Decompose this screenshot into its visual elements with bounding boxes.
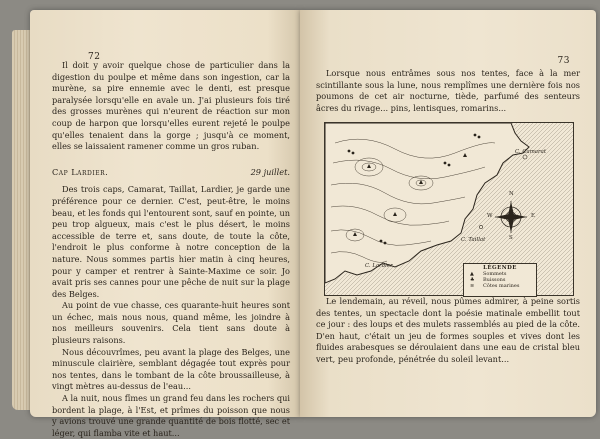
coastline-map bbox=[324, 122, 574, 296]
legend-item bbox=[470, 283, 536, 289]
summit-symbol-icon: ▲ bbox=[470, 271, 474, 277]
legend-label: Côtes marines bbox=[483, 283, 520, 289]
compass-west: W bbox=[487, 213, 493, 219]
page-edges bbox=[12, 30, 32, 410]
compass-north: N bbox=[509, 191, 514, 197]
page-number-right: 73 bbox=[557, 56, 570, 66]
label-lardier: C. Lardier bbox=[365, 263, 393, 269]
right-paragraph-2: Le lendemain, au réveil, nous pûmes admirer, à peine sortis des tentes, un spectacle dont la poésie matinale embellit tout ce jour : des loups et des mulets rassemblés au pied de la côte. D'en haut, c'était un jeu de formes souples et vives dont les fluides arabesques se déroulaient dans une eau de cristal bleu vert, peu profonde, pénétrée du soleil levant... bbox=[316, 296, 580, 364]
label-taillat: C. Taillat bbox=[461, 237, 486, 243]
right-paragraph-1-wrap bbox=[316, 68, 580, 114]
right-paragraph-1: Lorsque nous entrâmes sous nos tentes, face à la mer scintillante sous la lune, nous remplîmes une dernière fois nos poumons de cet air nocturne, tiède, parfumé des senteurs âcres du rivage... pins, lentisques, romarins... bbox=[316, 68, 580, 113]
legend-label: Sommets bbox=[483, 271, 507, 277]
right-page bbox=[300, 10, 596, 417]
left-paragraph-4: Nous découvrîmes, peu avant la plage des Belges, une minuscule clairière, semblant dégagée tout exprès pour nos tentes, dans le tombant de la côte broussailleuse, à vingt mètres au-dessus de l'eau... bbox=[52, 346, 290, 392]
left-paragraph-1: Il doit y avoir quelque chose de particulier dans la digestion du poulpe et même dans son ingestion, car la murène, sa pire ennemie avec le denti, est presque paralysée lorsqu'elle en avale un. J'ai plusieurs fois tiré des grosses murènes qui n'eurent de réaction sur mon coup de harpon que lorsqu'elles eurent rejeté le poulpe qu'elles tenaient dans la gorge ; jusqu'à ce moment, elles se laissaient ramener comme un gros ruban. bbox=[52, 60, 290, 152]
section-date: 29 juillet. bbox=[250, 166, 290, 177]
left-paragraph-3: Au point de vue chasse, ces quarante-huit heures sont un échec, mais nous nous, quand même, les joindre à nos meilleurs souvenirs. Cela tient sans doute à plusieurs raisons. bbox=[52, 300, 290, 346]
page-number-left: 72 bbox=[88, 52, 101, 62]
legend-label: Buissons bbox=[483, 277, 506, 283]
coast-symbol-icon: ≋ bbox=[470, 283, 475, 289]
legend-title: LÉGENDE bbox=[483, 265, 517, 271]
right-paragraph-2-wrap bbox=[316, 296, 580, 366]
section-heading bbox=[52, 167, 290, 179]
label-camarat: C. Camarat bbox=[515, 149, 546, 155]
left-page-text bbox=[52, 60, 290, 439]
compass-south: S bbox=[509, 235, 513, 241]
section-place: Cap Lardier. bbox=[52, 166, 109, 177]
bush-symbol-icon: ♣ bbox=[470, 277, 475, 283]
left-page bbox=[30, 10, 300, 438]
left-paragraph-5: A la nuit, nous fîmes un grand feu dans les rochers qui bordent la plage, à l'Est, et prîmes du poisson que nous y avions trouvé une grande quantité de bois flotté, sec et léger, qui flamba vite et haut... bbox=[52, 393, 290, 438]
left-paragraph-2: Des trois caps, Camarat, Taillat, Lardier, je garde une préférence pour ce dernier. C'est, peut-être, le moins beau, et les fonds qui l'entourent sont, sauf en pointe, un peu trop algueux, mais c'est le plus désert, le moins accessible de terre et, sans doute, de toute la côte, l'endroit le plus conforme à notre conception de la nature. Nous sommes partis hier matin à cinq heures, pour y camper et rentrer à Sainte-Maxime ce soir. Jo avait pris ses cannes pour une pêche de nuit sur la plage des Belges. bbox=[52, 184, 290, 299]
compass-east: E bbox=[531, 213, 535, 219]
map-legend bbox=[463, 263, 537, 297]
